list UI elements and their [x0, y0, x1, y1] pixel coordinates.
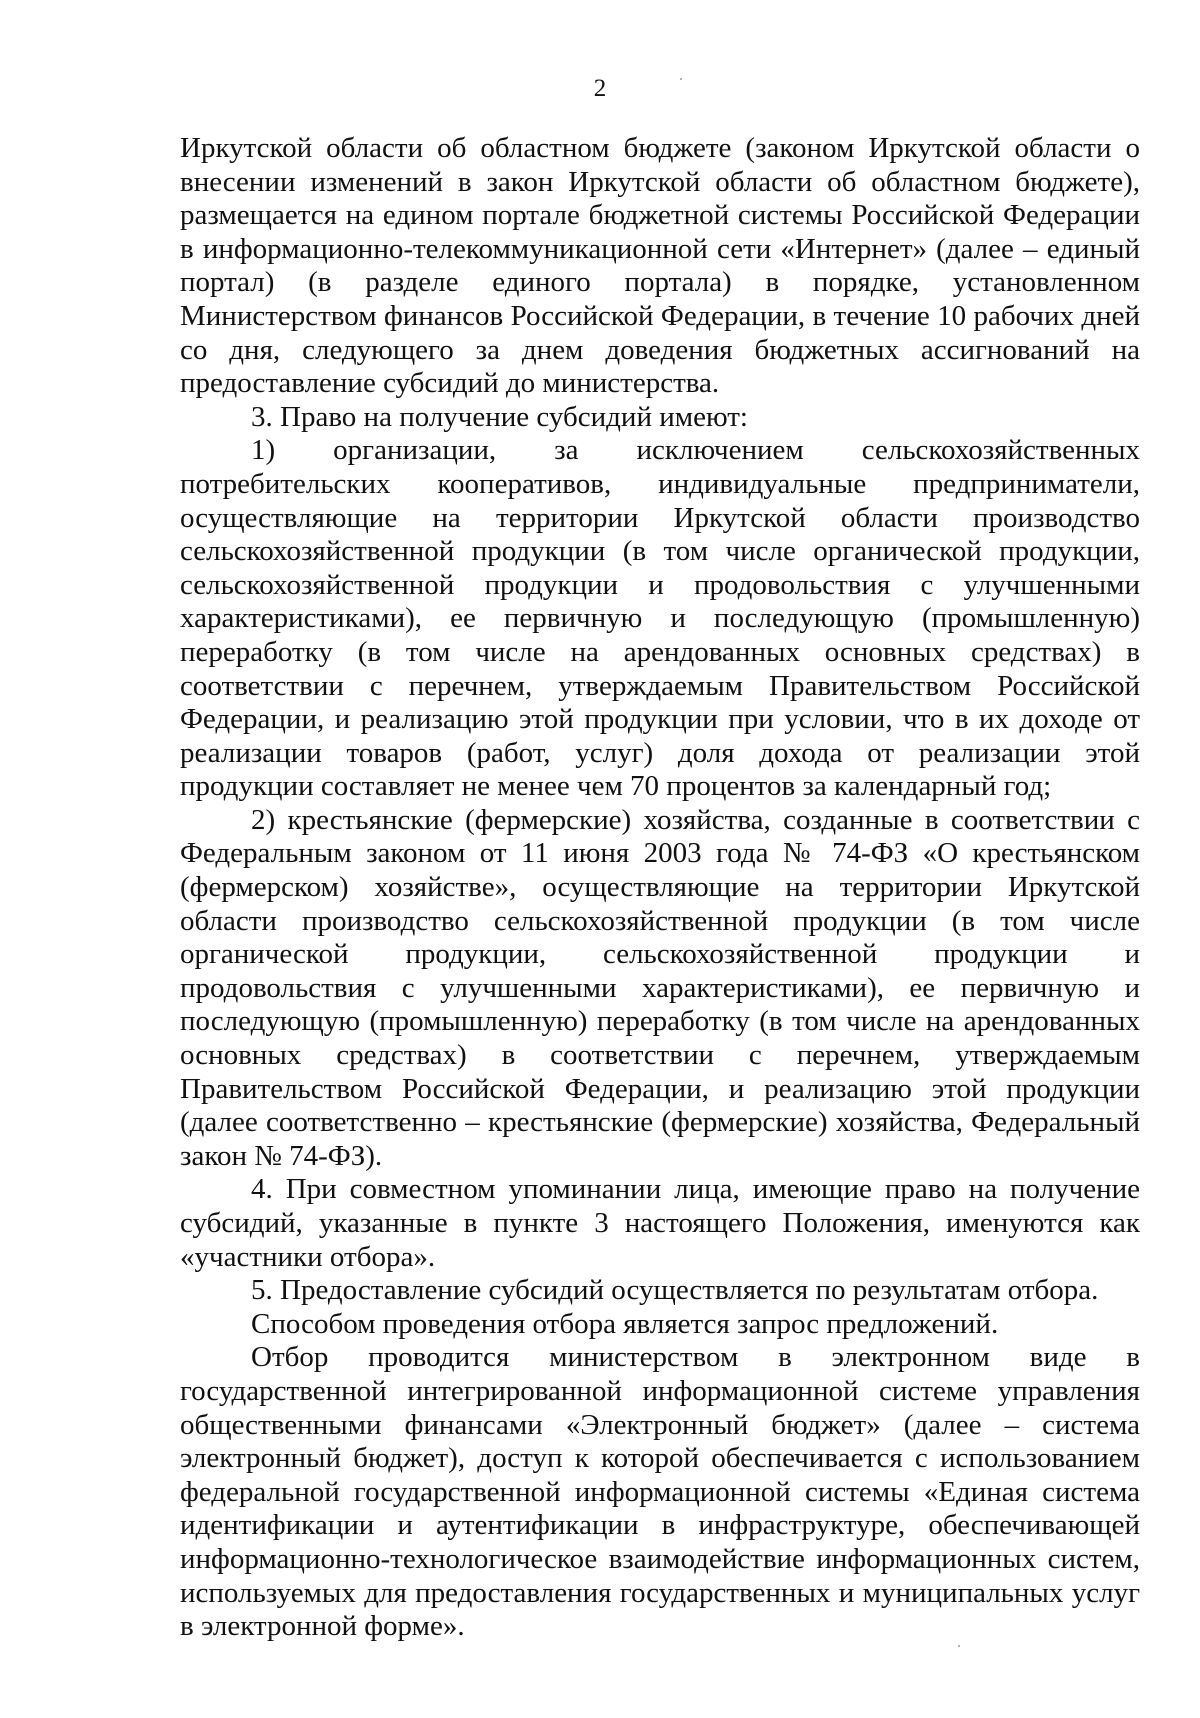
paragraph-selection-procedure: Отбор проводится министерством в электронном виде в государственной интегрированной информационной системе управления общественными финансами «Электронный бюджет» (далее – система электронный бюджет), доступ к которой обеспечивается с использованием федеральной государственной информационной системы «Единая система идентификации и аутентификации в инфраструктуре, обеспечивающей информационно-технологическое взаимодействие информационных систем, используемых для предоставления государственных и муниципальных услуг в электронной форме». [180, 1341, 1140, 1643]
paragraph-continuation: Иркутской области об областном бюджете (законом Иркутской области о внесении изменений в закон Иркутской области об областном бюджете), размещается на едином портале бюджетной системы Российской Федерации в информационно-телекоммуникационной сети «Интернет» (далее – единый портал) (в разделе единого портала) в порядке, установленном Министерством финансов Российской Федерации, в течение 10 рабочих дней со дня, следующего за днем доведения бюджетных ассигнований на предоставление субсидий до министерства. [180, 132, 1140, 400]
paragraph-selection-method: Способом проведения отбора является запрос предложений. [251, 1307, 999, 1340]
page-number: 2 [593, 75, 607, 102]
paragraph-clause-5: 5. Предоставление субсидий осуществляется по результатам отбора. [251, 1274, 1099, 1307]
paragraph-clause-3-item-1: 1) организации, за исключением сельскохозяйственных потребительских кооперативов, индивидуальные предприниматели, осуществляющие на территории Иркутской области производство сельскохозяйственной продукции (в том числе органической продукции, сельскохозяйственной продукции и продовольствия с улучшенными характеристиками), ее первичную и последующую (промышленную) переработку (в том числе на арендованных основных средствах) в соответствии с перечнем, утверждаемым Правительством Российской Федерации, и реализацию этой продукции при условии, что в их доходе от реализации товаров (работ, услуг) доля дохода от реализации этой продукции составляет не менее чем 70 процентов за календарный год; [180, 434, 1140, 803]
scan-speck [958, 1645, 960, 1647]
document-body [180, 132, 1140, 1644]
paragraph-clause-3-item-2: 2) крестьянские (фермерские) хозяйства, созданные в соответствии с Федеральным законом от 11 июня 2003 года № 74-ФЗ «О крестьянском (фермерском) хозяйстве», осуществляющие на территории Иркутской области производство сельскохозяйственной продукции (в том числе органической продукции, сельскохозяйственной продукции и продовольствия с улучшенными характеристиками), ее первичную и последующую (промышленную) переработку (в том числе на арендованных основных средствах) в соответствии с перечнем, утверждаемым Правительством Российской Федерации, и реализацию этой продукции (далее соответственно – крестьянские (фермерские) хозяйства, Федеральный закон № 74-ФЗ). [180, 803, 1140, 1172]
paragraph-clause-3: 3. Право на получение субсидий имеют: [251, 400, 748, 433]
scan-speck [680, 78, 682, 80]
paragraph-clause-4: 4. При совместном упоминании лица, имеющие право на получение субсидий, указанные в пункте 3 настоящего Положения, именуются как «участники отбора». [180, 1173, 1140, 1273]
